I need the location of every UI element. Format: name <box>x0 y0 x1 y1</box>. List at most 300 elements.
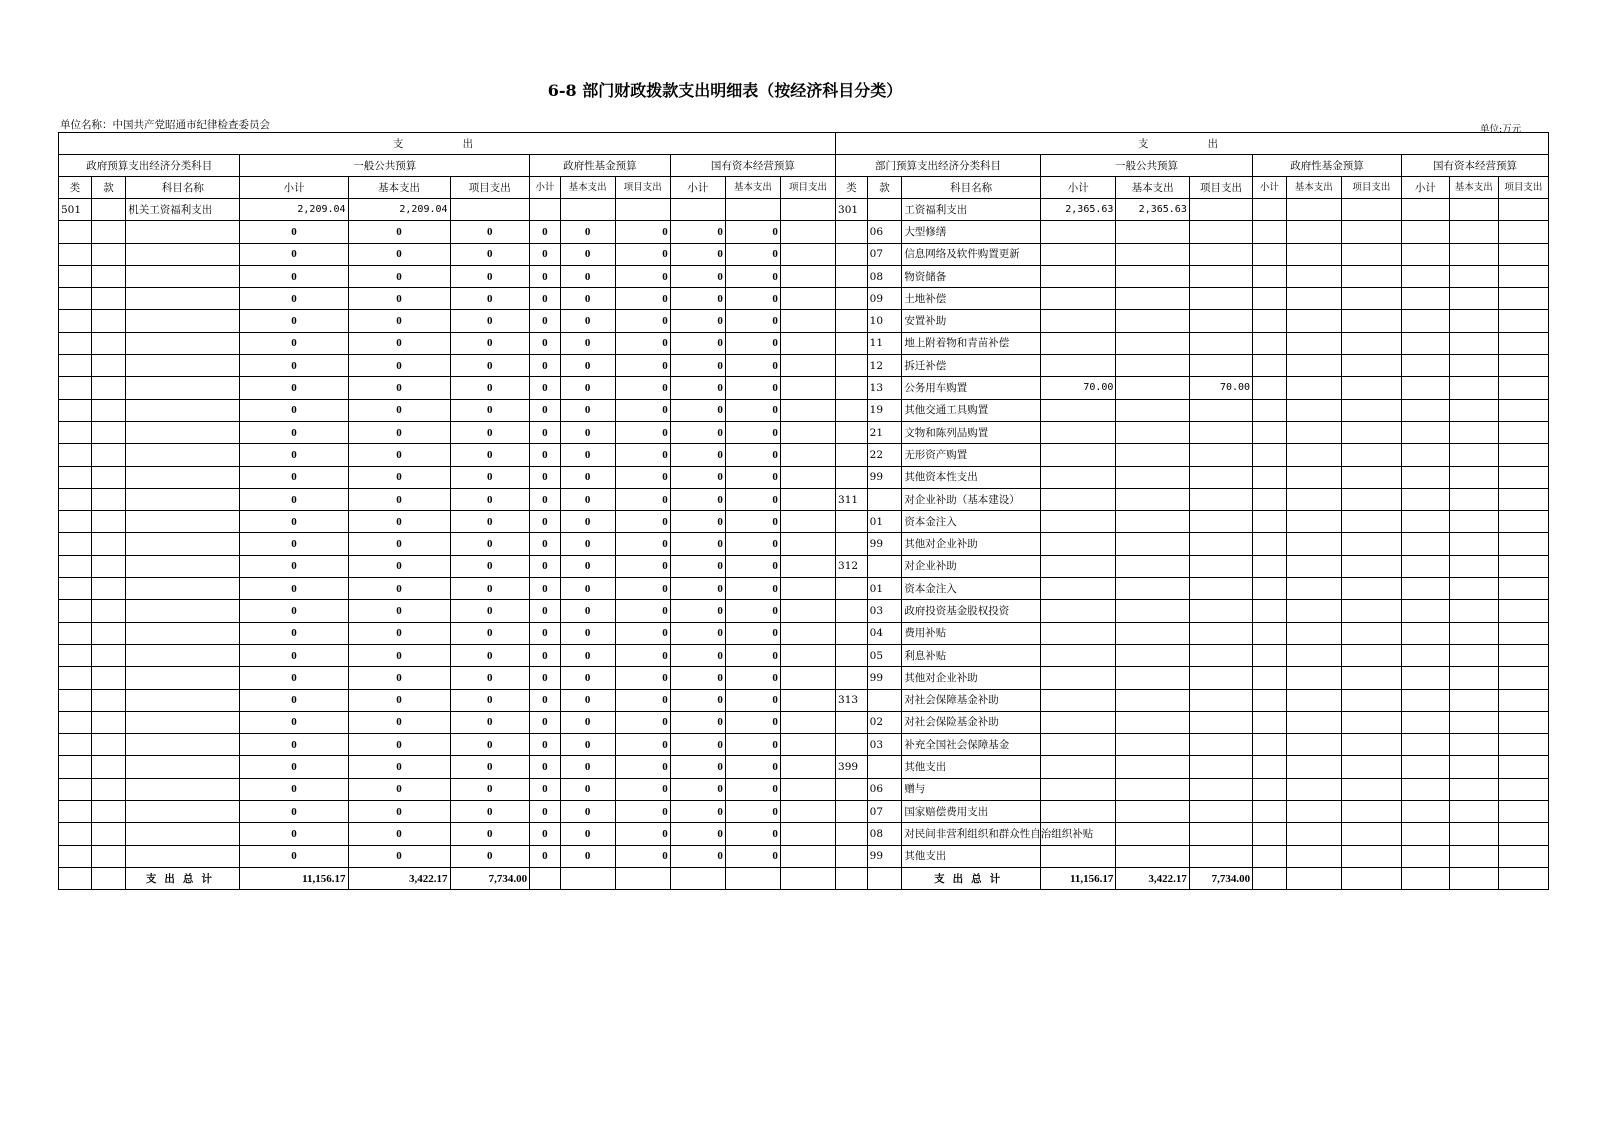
table-row <box>59 488 1549 510</box>
total-right-kuan <box>867 868 902 890</box>
left-gen-basic-cell: 0 <box>348 756 450 778</box>
right-gen-project-cell <box>1189 600 1252 622</box>
right-gen-basic-cell <box>1116 377 1189 399</box>
right-gen-project-cell <box>1189 221 1252 243</box>
left-kuan-cell <box>91 533 126 555</box>
left-gen-basic-cell: 0 <box>348 667 450 689</box>
right-kuan-cell: 01 <box>867 578 902 600</box>
left-cap-basic-cell: 0 <box>725 578 780 600</box>
total-right-subtotal: 11,156.17 <box>1040 868 1115 890</box>
left-cap-subtotal-cell: 0 <box>670 644 725 666</box>
right-lei-cell <box>836 444 868 466</box>
left-gen-project-cell: 0 <box>450 265 530 287</box>
right-empty-cell <box>1253 600 1287 622</box>
right-gen-subtotal-cell: 70.00 <box>1040 377 1115 399</box>
left-gen-project-cell: 0 <box>450 756 530 778</box>
left-cap-basic-cell: 0 <box>725 801 780 823</box>
right-empty-cell <box>1498 689 1548 711</box>
table-row <box>59 778 1549 800</box>
left-cap-basic-cell: 0 <box>725 243 780 265</box>
right-empty-cell <box>1341 444 1401 466</box>
right-empty-cell <box>1286 801 1341 823</box>
left-gen-basic-cell: 0 <box>348 555 450 577</box>
right-empty-cell <box>1449 221 1498 243</box>
left-kuan-cell <box>91 221 126 243</box>
right-empty-cell <box>1286 600 1341 622</box>
right-lei-cell <box>836 711 868 733</box>
right-empty-cell <box>1498 199 1548 221</box>
left-cap-project-cell <box>780 644 835 666</box>
right-kuan-cell: 03 <box>867 600 902 622</box>
left-cap-basic-cell: 0 <box>725 689 780 711</box>
left-fund-basic-cell: 0 <box>560 801 615 823</box>
right-empty-cell <box>1253 756 1287 778</box>
left-fund-subtotal-cell: 0 <box>530 466 561 488</box>
right-empty-cell <box>1253 823 1287 845</box>
left-cap-basic-cell: 0 <box>725 555 780 577</box>
right-empty-cell <box>1341 734 1401 756</box>
left-cap-subtotal-cell: 0 <box>670 288 725 310</box>
right-name-cell: 对企业补助（基本建设） <box>902 488 1041 510</box>
right-kuan-cell: 12 <box>867 355 902 377</box>
right-lei-cell <box>836 265 868 287</box>
right-empty-cell <box>1449 511 1498 533</box>
table-row <box>59 578 1549 600</box>
right-kuan-header: 款 <box>867 177 902 199</box>
left-fund-project-cell: 0 <box>615 689 670 711</box>
left-cap-basic-cell: 0 <box>725 778 780 800</box>
right-empty-cell <box>1401 555 1449 577</box>
table-row <box>59 689 1549 711</box>
left-gen-basic-cell: 0 <box>348 310 450 332</box>
right-empty-cell <box>1401 243 1449 265</box>
left-lei-cell <box>59 399 92 421</box>
right-kuan-cell: 07 <box>867 243 902 265</box>
right-name-cell: 对企业补助 <box>902 555 1041 577</box>
left-cap-subtotal-cell: 0 <box>670 667 725 689</box>
left-fund-project-cell: 0 <box>615 511 670 533</box>
left-kuan-cell <box>91 199 126 221</box>
left-gen-project-cell: 0 <box>450 444 530 466</box>
right-lei-cell <box>836 243 868 265</box>
left-gen-basic-cell: 0 <box>348 488 450 510</box>
left-cap-subtotal-cell: 0 <box>670 243 725 265</box>
right-gen-basic-cell <box>1116 689 1189 711</box>
left-name-cell <box>126 555 240 577</box>
right-zhichu-header: 支 出 <box>836 133 1549 155</box>
left-gen-subtotal-cell: 0 <box>240 332 348 354</box>
right-lei-cell <box>836 355 868 377</box>
right-gen-basic-cell <box>1116 600 1189 622</box>
right-lei-cell: 313 <box>836 689 868 711</box>
right-empty-cell <box>1286 533 1341 555</box>
right-empty-cell <box>1253 801 1287 823</box>
left-cap-subtotal-cell: 0 <box>670 466 725 488</box>
right-gen-subtotal-cell <box>1040 667 1115 689</box>
left-gen-project-cell: 0 <box>450 421 530 443</box>
left-fund-subtotal-cell: 0 <box>530 845 561 867</box>
right-empty-cell <box>1498 578 1548 600</box>
left-kuan-cell <box>91 288 126 310</box>
right-empty-cell <box>1286 488 1341 510</box>
right-gov-fund-header: 政府性基金预算 <box>1253 155 1402 177</box>
right-kuan-cell: 21 <box>867 421 902 443</box>
right-empty-cell <box>1449 801 1498 823</box>
left-cap-subtotal-cell: 0 <box>670 756 725 778</box>
left-gen-subtotal-cell: 0 <box>240 421 348 443</box>
right-gen-basic-cell <box>1116 711 1189 733</box>
right-empty-cell <box>1401 823 1449 845</box>
left-fund-basic-cell: 0 <box>560 533 615 555</box>
left-cap-project-cell <box>780 377 835 399</box>
total-left-kuan <box>91 868 126 890</box>
left-cap-basic-cell: 0 <box>725 845 780 867</box>
left-gen-subtotal-header: 小计 <box>240 177 348 199</box>
table-row <box>59 310 1549 332</box>
right-kuan-cell: 10 <box>867 310 902 332</box>
left-gen-basic-cell: 2,209.04 <box>348 199 450 221</box>
left-gen-basic-cell: 0 <box>348 622 450 644</box>
table-row <box>59 243 1549 265</box>
left-gov-fund-header: 政府性基金预算 <box>530 155 671 177</box>
right-kuan-cell: 99 <box>867 845 902 867</box>
left-gen-basic-cell: 0 <box>348 399 450 421</box>
right-name-cell: 对社会保障基金补助 <box>902 689 1041 711</box>
left-gen-subtotal-cell: 0 <box>240 845 348 867</box>
left-fund-basic-cell: 0 <box>560 511 615 533</box>
left-gen-project-cell: 0 <box>450 801 530 823</box>
left-lei-cell <box>59 444 92 466</box>
left-kuan-cell <box>91 734 126 756</box>
right-gen-basic-header: 基本支出 <box>1116 177 1189 199</box>
left-lei-cell <box>59 778 92 800</box>
left-cap-project-cell <box>780 332 835 354</box>
right-empty-cell <box>1253 644 1287 666</box>
left-lei-cell <box>59 243 92 265</box>
left-fund-subtotal-cell: 0 <box>530 533 561 555</box>
right-empty-cell <box>1449 199 1498 221</box>
left-cap-basic-cell: 0 <box>725 377 780 399</box>
left-cap-basic-cell: 0 <box>725 734 780 756</box>
left-fund-project-cell: 0 <box>615 243 670 265</box>
left-cap-subtotal-cell: 0 <box>670 265 725 287</box>
right-empty-cell <box>1498 756 1548 778</box>
left-lei-cell <box>59 310 92 332</box>
right-empty-cell <box>1341 488 1401 510</box>
left-fund-basic-cell: 0 <box>560 377 615 399</box>
left-gen-basic-cell: 0 <box>348 711 450 733</box>
left-gen-basic-cell: 0 <box>348 288 450 310</box>
left-fund-subtotal-cell: 0 <box>530 488 561 510</box>
right-empty-cell <box>1286 734 1341 756</box>
right-empty-cell <box>1286 421 1341 443</box>
left-cap-project-cell <box>780 488 835 510</box>
left-lei-cell <box>59 600 92 622</box>
left-kuan-cell <box>91 355 126 377</box>
left-gen-basic-cell: 0 <box>348 689 450 711</box>
right-empty-cell <box>1341 377 1401 399</box>
right-empty-cell <box>1286 845 1341 867</box>
left-empty-cell <box>615 199 670 221</box>
left-lei-cell <box>59 644 92 666</box>
left-gen-project-cell: 0 <box>450 622 530 644</box>
left-fund-basic-cell: 0 <box>560 734 615 756</box>
right-lei-cell <box>836 511 868 533</box>
right-empty-cell <box>1498 221 1548 243</box>
right-name-cell: 无形资产购置 <box>902 444 1041 466</box>
left-gen-project-cell: 0 <box>450 466 530 488</box>
right-name-cell: 拆迁补偿 <box>902 355 1041 377</box>
right-empty-cell <box>1449 845 1498 867</box>
right-empty-cell <box>1449 377 1498 399</box>
left-kuan-cell <box>91 310 126 332</box>
right-gen-basic-cell <box>1116 823 1189 845</box>
left-name-cell <box>126 399 240 421</box>
left-cap-subtotal-cell: 0 <box>670 555 725 577</box>
right-gen-project-cell <box>1189 265 1252 287</box>
right-gen-project-cell <box>1189 488 1252 510</box>
left-fund-subtotal-cell: 0 <box>530 421 561 443</box>
left-fund-basic-cell: 0 <box>560 399 615 421</box>
left-gen-project-cell: 0 <box>450 243 530 265</box>
total-cell <box>615 868 670 890</box>
right-empty-cell <box>1286 622 1341 644</box>
table-row <box>59 421 1549 443</box>
total-cell <box>1253 868 1287 890</box>
right-empty-cell <box>1401 667 1449 689</box>
left-gen-project-cell: 0 <box>450 288 530 310</box>
right-empty-cell <box>1401 689 1449 711</box>
right-empty-cell <box>1498 511 1548 533</box>
right-gen-basic-cell <box>1116 533 1189 555</box>
right-empty-cell <box>1253 533 1287 555</box>
left-empty-cell <box>450 199 530 221</box>
left-cap-project-cell <box>780 288 835 310</box>
right-empty-cell <box>1286 667 1341 689</box>
right-gen-subtotal-cell <box>1040 756 1115 778</box>
total-left-basic: 3,422.17 <box>348 868 450 890</box>
left-fund-basic-cell: 0 <box>560 265 615 287</box>
total-right-basic: 3,422.17 <box>1116 868 1189 890</box>
left-kuan-cell <box>91 444 126 466</box>
right-kuan-cell <box>867 756 902 778</box>
left-cap-subtotal-cell: 0 <box>670 711 725 733</box>
right-empty-cell <box>1286 823 1341 845</box>
left-empty-cell <box>670 199 725 221</box>
left-cap-basic-cell: 0 <box>725 466 780 488</box>
left-kuan-cell <box>91 801 126 823</box>
right-name-cell: 补充全国社会保障基金 <box>902 734 1041 756</box>
right-empty-cell <box>1449 421 1498 443</box>
left-fund-subtotal-cell: 0 <box>530 399 561 421</box>
right-empty-cell <box>1401 578 1449 600</box>
left-fund-basic-cell: 0 <box>560 243 615 265</box>
right-lei-cell <box>836 600 868 622</box>
right-gen-basic-cell: 2,365.63 <box>1116 199 1189 221</box>
right-empty-cell <box>1341 243 1401 265</box>
left-cap-subtotal-cell: 0 <box>670 310 725 332</box>
right-name-cell: 地上附着物和青苗补偿 <box>902 332 1041 354</box>
right-empty-cell <box>1449 689 1498 711</box>
right-empty-cell <box>1449 288 1498 310</box>
left-fund-project-cell: 0 <box>615 466 670 488</box>
right-category-header: 部门预算支出经济分类科目 <box>836 155 1041 177</box>
right-gen-subtotal-cell <box>1040 644 1115 666</box>
left-kuan-cell <box>91 644 126 666</box>
right-empty-cell <box>1341 310 1401 332</box>
left-name-cell <box>126 332 240 354</box>
left-gen-project-cell: 0 <box>450 667 530 689</box>
right-gen-basic-cell <box>1116 578 1189 600</box>
total-cell <box>670 868 725 890</box>
right-gen-subtotal-cell: 2,365.63 <box>1040 199 1115 221</box>
right-gen-project-cell <box>1189 199 1252 221</box>
right-kuan-cell: 08 <box>867 823 902 845</box>
right-kuan-cell: 99 <box>867 667 902 689</box>
left-kuan-cell <box>91 667 126 689</box>
left-fund-basic-cell: 0 <box>560 667 615 689</box>
right-name-cell: 对民间非营利组织和群众性自治组织补贴 <box>902 823 1041 845</box>
right-empty-cell <box>1341 600 1401 622</box>
left-lei-cell <box>59 622 92 644</box>
right-empty-cell <box>1401 444 1449 466</box>
right-empty-cell <box>1498 444 1548 466</box>
left-fund-basic-cell: 0 <box>560 689 615 711</box>
left-gen-subtotal-cell: 0 <box>240 622 348 644</box>
left-gen-project-cell: 0 <box>450 399 530 421</box>
left-name-cell <box>126 778 240 800</box>
right-gen-basic-cell <box>1116 243 1189 265</box>
right-gen-subtotal-cell <box>1040 600 1115 622</box>
left-gen-project-cell: 0 <box>450 555 530 577</box>
left-fund-project-cell: 0 <box>615 845 670 867</box>
right-gen-project-cell <box>1189 689 1252 711</box>
right-empty-cell <box>1401 310 1449 332</box>
left-lei-cell: 501 <box>59 199 92 221</box>
right-lei-cell <box>836 845 868 867</box>
right-name-cell: 政府投资基金股权投资 <box>902 600 1041 622</box>
right-empty-cell <box>1449 644 1498 666</box>
left-name-cell <box>126 600 240 622</box>
left-gen-basic-cell: 0 <box>348 355 450 377</box>
left-cap-subtotal-cell: 0 <box>670 778 725 800</box>
right-lei-cell <box>836 801 868 823</box>
right-lei-cell <box>836 310 868 332</box>
left-gen-basic-cell: 0 <box>348 845 450 867</box>
left-fund-basic-cell: 0 <box>560 845 615 867</box>
right-gen-project-cell <box>1189 288 1252 310</box>
right-empty-cell <box>1401 221 1449 243</box>
left-cap-project-cell <box>780 310 835 332</box>
right-empty-cell <box>1341 644 1401 666</box>
right-name-cell: 资本金注入 <box>902 511 1041 533</box>
left-gen-project-cell: 0 <box>450 600 530 622</box>
right-lei-cell <box>836 778 868 800</box>
right-empty-cell <box>1401 511 1449 533</box>
right-empty-cell <box>1498 488 1548 510</box>
left-gen-basic-cell: 0 <box>348 511 450 533</box>
right-empty-cell <box>1449 600 1498 622</box>
right-kuan-cell: 05 <box>867 644 902 666</box>
right-gen-project-cell <box>1189 845 1252 867</box>
right-empty-cell <box>1449 778 1498 800</box>
left-gen-project-cell: 0 <box>450 845 530 867</box>
right-empty-cell <box>1253 399 1287 421</box>
left-cap-project-cell <box>780 845 835 867</box>
right-gen-basic-cell <box>1116 511 1189 533</box>
right-cap-subtotal-header: 小计 <box>1401 177 1449 199</box>
right-empty-cell <box>1286 377 1341 399</box>
right-name-cell: 赠与 <box>902 778 1041 800</box>
left-gen-subtotal-cell: 0 <box>240 734 348 756</box>
left-fund-project-cell: 0 <box>615 823 670 845</box>
left-fund-project-cell: 0 <box>615 778 670 800</box>
right-empty-cell <box>1449 555 1498 577</box>
left-fund-subtotal-cell: 0 <box>530 622 561 644</box>
left-name-cell <box>126 221 240 243</box>
left-gen-subtotal-cell: 0 <box>240 533 348 555</box>
left-fund-basic-cell: 0 <box>560 444 615 466</box>
left-gen-subtotal-cell: 0 <box>240 310 348 332</box>
right-cap-project-header: 项目支出 <box>1498 177 1548 199</box>
left-fund-project-cell: 0 <box>615 355 670 377</box>
left-cap-basic-cell: 0 <box>725 511 780 533</box>
right-name-cell: 其他交通工具购置 <box>902 399 1041 421</box>
right-empty-cell <box>1341 578 1401 600</box>
left-fund-subtotal-cell: 0 <box>530 444 561 466</box>
left-lei-cell <box>59 801 92 823</box>
right-lei-cell <box>836 377 868 399</box>
right-empty-cell <box>1286 399 1341 421</box>
right-gen-subtotal-cell <box>1040 355 1115 377</box>
right-lei-cell <box>836 734 868 756</box>
right-gen-subtotal-cell <box>1040 555 1115 577</box>
right-empty-cell <box>1498 600 1548 622</box>
left-fund-project-cell: 0 <box>615 221 670 243</box>
right-empty-cell <box>1498 823 1548 845</box>
left-lei-cell <box>59 823 92 845</box>
left-gen-project-cell: 0 <box>450 310 530 332</box>
right-empty-cell <box>1401 622 1449 644</box>
total-cell <box>1341 868 1401 890</box>
left-gen-project-cell: 0 <box>450 511 530 533</box>
left-gen-project-cell: 0 <box>450 734 530 756</box>
left-empty-cell <box>780 199 835 221</box>
right-empty-cell <box>1341 199 1401 221</box>
right-empty-cell <box>1401 533 1449 555</box>
right-kuan-cell: 06 <box>867 221 902 243</box>
left-cap-basic-cell: 0 <box>725 221 780 243</box>
right-kuan-cell: 99 <box>867 466 902 488</box>
left-gen-basic-cell: 0 <box>348 377 450 399</box>
right-kuan-cell <box>867 488 902 510</box>
right-gen-subtotal-cell <box>1040 711 1115 733</box>
left-cap-basic-cell: 0 <box>725 667 780 689</box>
right-gen-project-cell <box>1189 444 1252 466</box>
left-kuan-cell <box>91 845 126 867</box>
right-kuan-cell: 06 <box>867 778 902 800</box>
left-cap-project-cell <box>780 778 835 800</box>
right-empty-cell <box>1449 533 1498 555</box>
right-lei-cell <box>836 288 868 310</box>
right-empty-cell <box>1401 288 1449 310</box>
left-cap-basic-cell: 0 <box>725 756 780 778</box>
right-empty-cell <box>1253 734 1287 756</box>
left-lei-cell <box>59 555 92 577</box>
left-fund-subtotal-cell: 0 <box>530 511 561 533</box>
left-gen-project-cell: 0 <box>450 488 530 510</box>
left-cap-subtotal-cell: 0 <box>670 399 725 421</box>
